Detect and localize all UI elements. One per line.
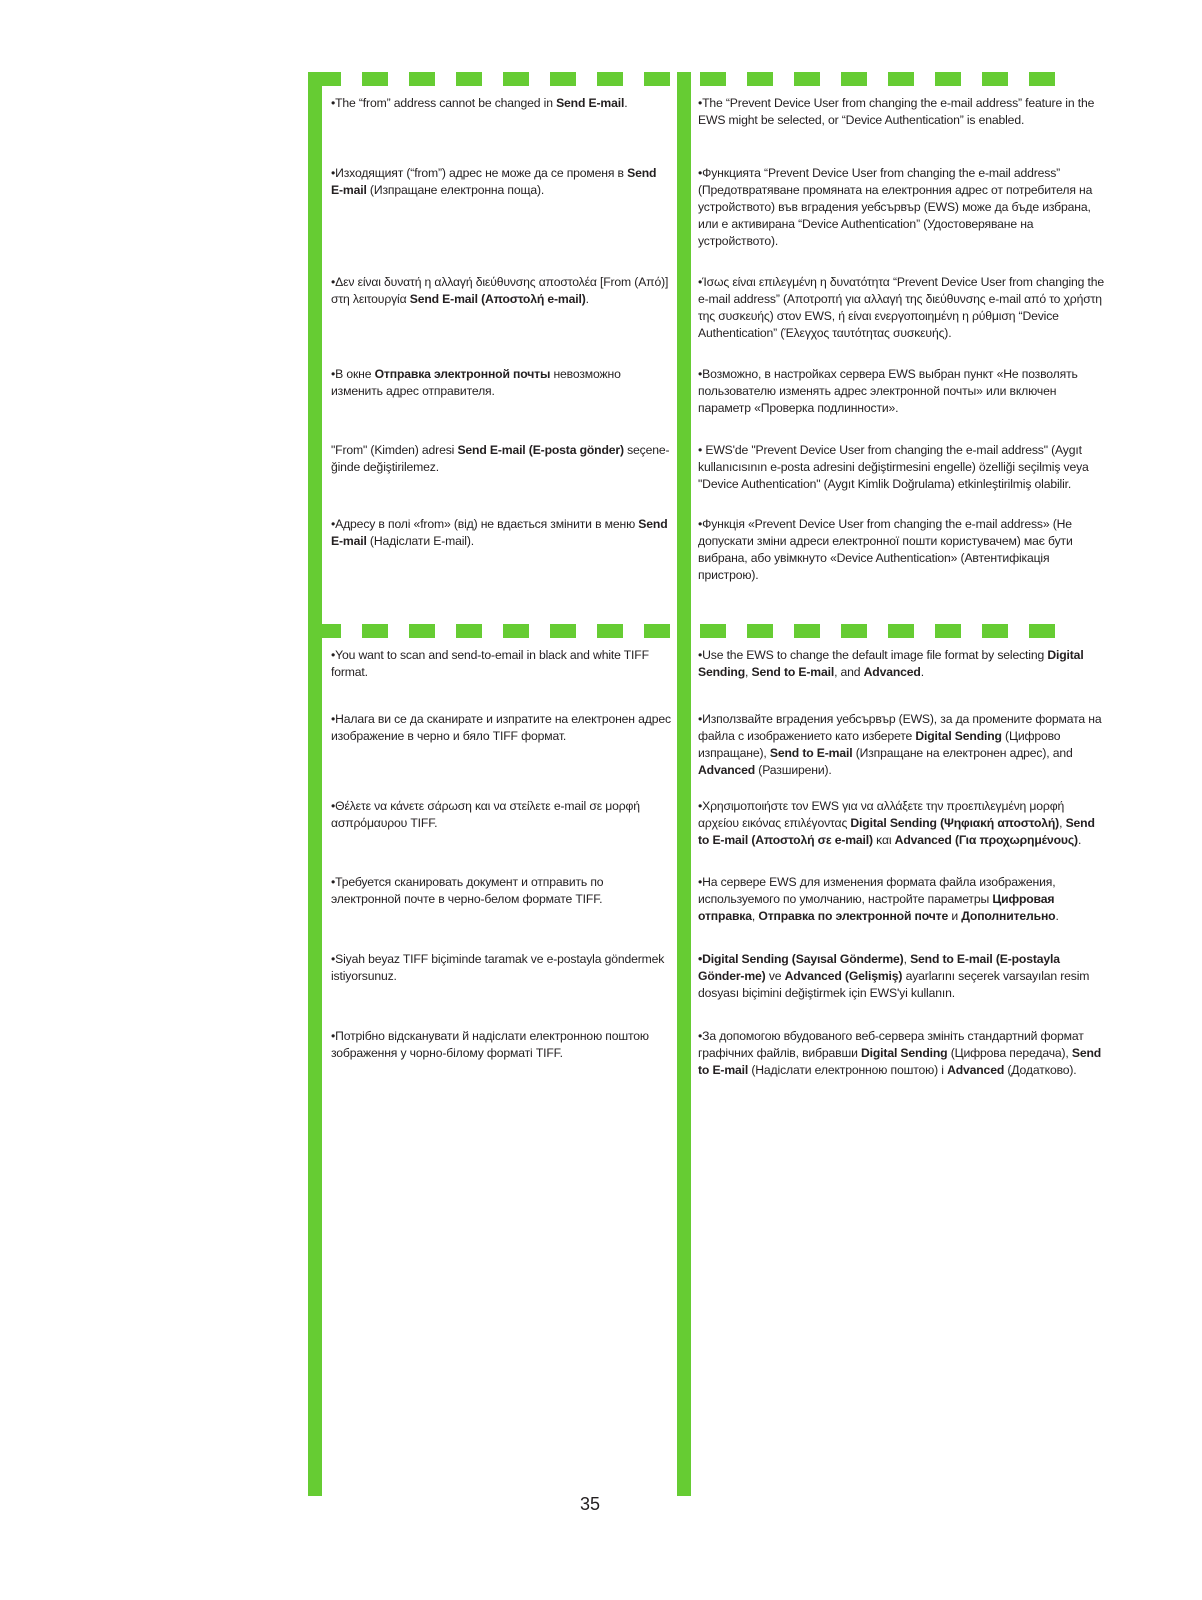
text-run: . bbox=[1077, 833, 1082, 847]
problem-1-tr: "From" (Kimden) adresi Send E-mail (E-posta gönder) seçene-ğinde değiştirilemez. bbox=[331, 443, 670, 474]
solution-1-tr: • EWS'de "Prevent Device User from changing the e-mail address" (Aygıt kullanıcısının e-posta adresini değiştirmesini engelle) özelliği seçilmiş veya "Device Authentication" (Aygıt Kimlik Doğrulama) etkinleştirilmiş olabilir. bbox=[698, 443, 1089, 491]
green-dash bbox=[315, 624, 341, 638]
text-run: . bbox=[1055, 909, 1059, 923]
bold-run: Advanced bbox=[863, 665, 921, 679]
green-dash bbox=[362, 72, 388, 86]
page-number: 35 bbox=[579, 1494, 601, 1514]
problem-2-el: •Θέλετε να κάνετε σάρωση και να στείλετε e-mail σε μορφή ασπρόμαυρου TIFF. bbox=[331, 799, 640, 830]
solution-1-el: •Ίσως είναι επιλεγμένη η δυνατότητα “Prevent Device User from changing the e-mail address” (Αποτροπή για αλλαγή της διεύθυνσης e-mail από το χρήστη της συσκευής) στον EWS, ή είναι ενεργοποιημένη η ρύθμιση “Device Authentication” (Έλεγχος ταυτότητας συσκευής). bbox=[698, 275, 1105, 340]
text-run: . bbox=[920, 665, 924, 679]
green-dash bbox=[597, 72, 623, 86]
problem-2-tr: •Siyah beyaz TIFF biçiminde taramak ve e-postayla göndermek istiyorsunuz. bbox=[331, 952, 665, 983]
green-dash bbox=[503, 624, 529, 638]
green-dash bbox=[935, 72, 961, 86]
text-run: , and bbox=[834, 665, 864, 679]
bold-run: Digital Sending bbox=[915, 729, 1002, 743]
bold-run: Send to E-mail bbox=[769, 746, 853, 760]
problem-1-el: •Δεν είναι δυνατή η αλλαγή διεύθυνσης αποστολέα [From (Από)] στη λειτουργία Send E-mail (Αποστολή e-mail). bbox=[331, 275, 669, 306]
text-run: , bbox=[751, 909, 759, 923]
text-run: •За допомогою вбудованого веб-сервера змініть стандартний формат графічних файлів, вибравши bbox=[698, 1029, 1084, 1060]
bold-run: Digital Sending bbox=[698, 648, 1084, 679]
left-green-bar bbox=[308, 72, 322, 1496]
problem-2-bg: •Налага ви се да сканирате и изпратите на електронен адрес изображение в черно и бяло TIFF формат. bbox=[331, 712, 671, 743]
bold-run: Цифровая отправка bbox=[698, 892, 1055, 923]
text-run: •На сервере EWS для изменения формата файла изображения, используемого по умолчанию, настройте параметры bbox=[698, 875, 1056, 906]
problem-2-ru: •Требуется сканировать документ и отправить по электронной почте в черно-белом формате TIFF. bbox=[331, 875, 604, 906]
solution-2-uk bbox=[698, 1028, 1108, 1079]
green-dash bbox=[644, 72, 670, 86]
problem-1-bg: •Изходящият (“from”) адрес не може да се променя в Send E-mail (Изпращане електронна поща). bbox=[331, 166, 657, 197]
green-dash bbox=[362, 624, 388, 638]
green-dash bbox=[747, 72, 773, 86]
text-run: , bbox=[1059, 816, 1066, 830]
text-run: (Додатково). bbox=[1004, 1063, 1077, 1077]
green-dash bbox=[841, 72, 867, 86]
center-green-bar bbox=[677, 72, 691, 1496]
bold-run: Send to E-mail (Αποστολή σε e-mail) bbox=[698, 816, 1095, 847]
solution-2-bg bbox=[698, 711, 1108, 779]
text-run: (Надіслати електронною поштою) і bbox=[748, 1063, 948, 1077]
green-dash bbox=[456, 72, 482, 86]
bold-run: Отправка по электронной почте bbox=[758, 909, 949, 923]
problem-2-en: •You want to scan and send-to-email in black and white TIFF format. bbox=[331, 648, 649, 679]
problem-1-en: •The “from” address cannot be changed in Send E-mail. bbox=[331, 96, 628, 110]
green-dash bbox=[503, 72, 529, 86]
text-run: и bbox=[948, 909, 962, 923]
text-run: ayarlarını seçerek varsayılan resim dosyası biçimini değiştirmek için EWS'yi kullanın. bbox=[698, 969, 1090, 1000]
bold-run: Send to E-mail bbox=[751, 665, 835, 679]
bold-run: Digital Sending bbox=[861, 1046, 948, 1060]
green-dash bbox=[700, 624, 726, 638]
solution-2-tr bbox=[698, 951, 1108, 1002]
bold-run: Advanced (Για προχωρημένους) bbox=[894, 833, 1078, 847]
green-dash bbox=[841, 624, 867, 638]
green-dash bbox=[794, 624, 820, 638]
green-dash bbox=[794, 72, 820, 86]
text-run: (Цифрова передача), bbox=[947, 1046, 1072, 1060]
text-run: , bbox=[903, 952, 911, 966]
green-dash bbox=[550, 72, 576, 86]
bold-run: Advanced bbox=[698, 763, 756, 777]
text-run: •Use the EWS to change the default image file format by selecting bbox=[698, 648, 1048, 662]
green-dash bbox=[982, 624, 1008, 638]
solution-1-ru: •Возможно, в настройках сервера EWS выбран пункт «Не позволять пользователю изменять адрес электронной почты» или включен параметр «Проверка подлинности». bbox=[698, 367, 1078, 415]
solution-2-en bbox=[698, 647, 1108, 681]
middle-dash-row-left bbox=[315, 624, 691, 638]
bold-run: Send to E-mail (E-postayla Gönder-me) bbox=[698, 952, 1060, 983]
green-dash bbox=[700, 72, 726, 86]
green-dash bbox=[597, 624, 623, 638]
green-dash bbox=[1029, 624, 1055, 638]
text-run: (Цифрово изпращане), bbox=[698, 729, 1061, 760]
green-dash bbox=[409, 624, 435, 638]
bold-run: Advanced bbox=[947, 1063, 1005, 1077]
problem-1-ru: •В окне Отправка электронной почты невозможно изменить адрес отправителя. bbox=[331, 367, 621, 398]
bold-run: Дополнительно bbox=[961, 909, 1056, 923]
solution-1-bg: •Функцията “Prevent Device User from changing the e-mail address” (Предотвратяване промяната на електронния адрес от потребителя на устройството) във вградения уебсървър (EWS) може да бъде избрана, или е активирана “Device Authentication” (Удостоверяване на устройството). bbox=[698, 166, 1093, 248]
bold-run: Digital Sending (Ψηφιακή αποστολή) bbox=[850, 816, 1060, 830]
green-dash bbox=[409, 72, 435, 86]
solution-2-ru bbox=[698, 874, 1108, 925]
bold-run: Send to E-mail bbox=[698, 1046, 1102, 1077]
green-dash bbox=[982, 72, 1008, 86]
solution-1-uk: •Функція «Prevent Device User from changing the e-mail address» (Не допускати зміни адреси електронної пошти користувачем) має бути вибрана, або увімкнуто «Device Authentication» (Автентифікація пристрою). bbox=[698, 517, 1073, 582]
middle-dash-row-right bbox=[700, 624, 1076, 638]
text-run: και bbox=[872, 833, 895, 847]
bold-run: •Digital Sending (Sayısal Gönderme) bbox=[698, 952, 904, 966]
top-dash-row-right bbox=[700, 72, 1076, 86]
green-dash bbox=[1029, 72, 1055, 86]
text-run: •Χρησιμοποιήστε τον EWS για να αλλάξετε την προεπιλεγμένη μορφή αρχείου εικόνας επιλέγοντας bbox=[698, 799, 1065, 830]
problem-1-uk: •Адресу в полі «from» (від) не вдається змінити в меню Send E-mail (Надіслати E-mail). bbox=[331, 517, 668, 548]
green-dash bbox=[644, 624, 670, 638]
green-dash bbox=[747, 624, 773, 638]
text-run: , bbox=[745, 665, 752, 679]
green-dash bbox=[935, 624, 961, 638]
green-dash bbox=[315, 72, 341, 86]
text-run: (Разширени). bbox=[755, 763, 832, 777]
problem-2-uk: •Потрібно відсканувати й надіслати електронною поштою зображення у чорно-білому форматі TIFF. bbox=[331, 1029, 649, 1060]
green-dash bbox=[550, 624, 576, 638]
text-run: (Изпращане на електронен адрес), and bbox=[852, 746, 1073, 760]
green-dash bbox=[888, 624, 914, 638]
text-run: ve bbox=[765, 969, 785, 983]
green-dash bbox=[456, 624, 482, 638]
text-run: •Използвайте вградения уебсървър (EWS), за да промените формата на файла с изображението като изберете bbox=[698, 712, 1102, 743]
top-dash-row-left bbox=[315, 72, 691, 86]
solution-1-en: •The “Prevent Device User from changing the e-mail address” feature in the EWS might be selected, or “Device Authentication” is enabled. bbox=[698, 96, 1095, 127]
solution-2-el bbox=[698, 798, 1108, 849]
green-dash bbox=[888, 72, 914, 86]
bold-run: Advanced (Gelişmiş) bbox=[784, 969, 903, 983]
